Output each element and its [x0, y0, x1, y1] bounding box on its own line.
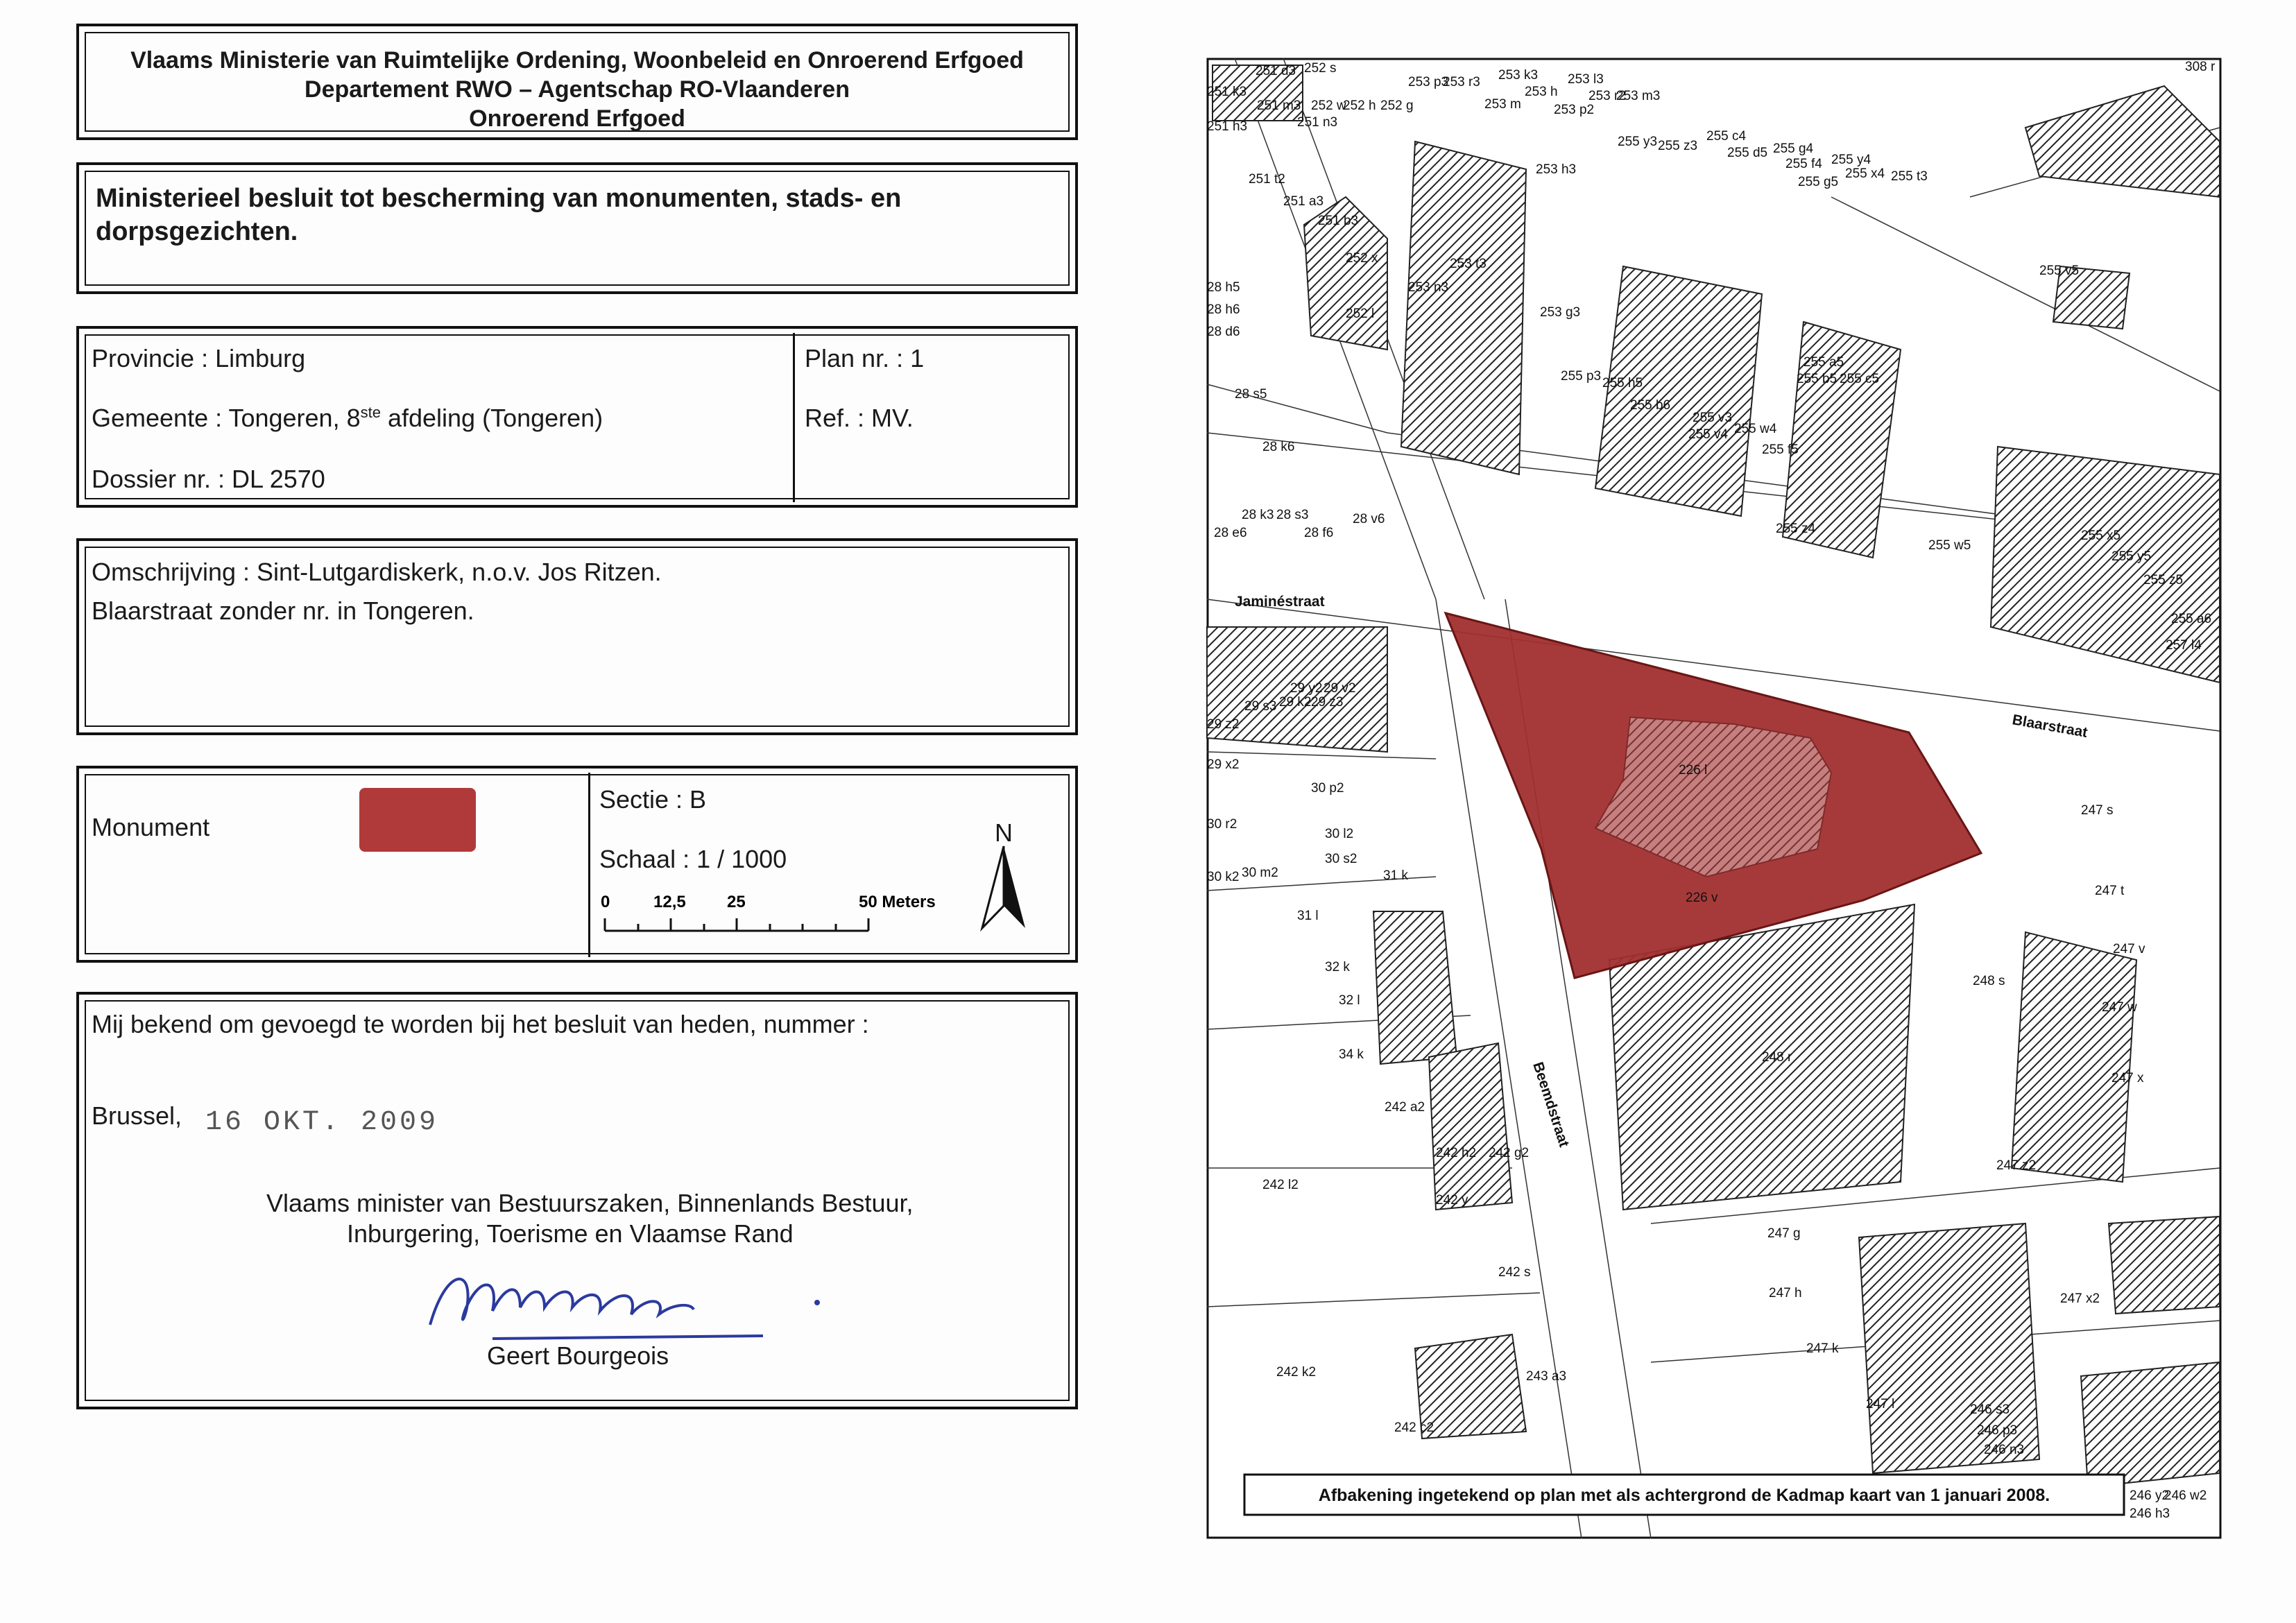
parcel-label: 242 k2: [1276, 1365, 1317, 1380]
parcel-label: 251 t2: [1249, 172, 1285, 187]
parcel-label: 246 w2: [2164, 1488, 2207, 1503]
ministry-header-box: [76, 24, 1078, 140]
parcel-label: 247 w: [2102, 1000, 2137, 1015]
parcel-label: 28 h6: [1207, 302, 1240, 317]
parcel-label: 255 z3: [1658, 139, 1698, 153]
parcel-label: 28 v6: [1353, 512, 1385, 526]
provincie-field: Provincie : Limburg: [92, 344, 306, 372]
parcel-label: 31 k: [1383, 868, 1408, 883]
parcel-label: 28 h5: [1207, 280, 1240, 295]
parcel-label: 29 x2: [1207, 757, 1240, 772]
parcel-label: 255 a5: [1804, 355, 1844, 370]
parcel-label: 255 f5: [1762, 443, 1799, 457]
parcel-label: 255 a6: [2171, 612, 2212, 626]
map-caption: Afbakening ingetekend op plan met als achtergrond de Kadmap kaart van 1 januari 2008.: [1318, 1486, 2050, 1505]
parcel-label: 248 r: [1762, 1050, 1792, 1065]
parcel-label: 30 l2: [1325, 827, 1354, 841]
parcel-label: 28 k3: [1242, 508, 1274, 522]
parcel-label: 242 l2: [1262, 1178, 1299, 1192]
parcel-label: 242 y: [1436, 1193, 1468, 1208]
parcel-label: 308 r: [2185, 60, 2216, 74]
parcel-label: 253 m3: [1616, 89, 1661, 103]
parcel-label: 242 a2: [1385, 1100, 1425, 1115]
parcel-label: 253 n3: [1408, 280, 1449, 295]
parcel-label: 34 k: [1339, 1047, 1364, 1062]
parcel-label: 252 l: [1346, 307, 1375, 321]
north-arrow: [979, 818, 1028, 929]
parcel-label: 255 v4: [1688, 427, 1729, 442]
plan-number-field: Plan nr. : 1: [805, 344, 925, 372]
parcel-label: 252 s: [1304, 61, 1337, 76]
parcel-label: 253 g3: [1540, 305, 1581, 320]
parcel-label: 251 a3: [1283, 194, 1324, 209]
parcel-label: 28 d6: [1207, 325, 1240, 339]
minister-title-line1: Vlaams minister van Bestuurszaken, Binnenlands Bestuur,: [266, 1189, 914, 1217]
parcel-label: 226 v: [1686, 891, 1718, 905]
parcel-label: 251 d3: [1256, 64, 1296, 78]
parcel-label: 28 s5: [1235, 387, 1267, 402]
cadastral-map: [1207, 58, 2221, 1538]
parcel-label: 255 h5: [1602, 376, 1643, 390]
parcel-label: 253 p3: [1408, 75, 1449, 89]
north-label: N: [995, 818, 1013, 847]
parcel-label: 246 y2: [2130, 1488, 2170, 1503]
parcel-label: 246 n3: [1984, 1443, 2025, 1457]
parcel-label: 247 k: [1806, 1341, 1839, 1356]
parcel-label: 242 c2: [1394, 1420, 1434, 1435]
parcel-label: 29 k2: [1279, 695, 1312, 710]
north-arrow-icon: [979, 846, 1028, 929]
parcel-label: 255 y3: [1618, 135, 1658, 149]
parcel-label: 30 k2: [1207, 870, 1240, 884]
parcel-label: 251 h3: [1207, 119, 1248, 134]
parcel-label: 252 h: [1343, 98, 1376, 113]
gemeente-field: Gemeente : Tongeren, 8ste afdeling (Tongeren): [92, 404, 603, 432]
parcel-label: 253 p2: [1554, 103, 1595, 117]
parcel-label: 32 l: [1339, 993, 1360, 1008]
parcel-label: 247 z2: [1996, 1158, 2037, 1173]
scale-tick-50: 50 Meters: [859, 893, 936, 911]
legend-box: [76, 766, 1078, 963]
place-label: Brussel,: [92, 1101, 182, 1130]
parcel-label: 255 p3: [1561, 369, 1602, 384]
parcel-label: 246 h3: [2130, 1506, 2170, 1521]
parcel-label: 255 c4: [1706, 129, 1747, 144]
parcel-label: 251 m3: [1257, 98, 1301, 113]
parcel-label: 242 g2: [1489, 1146, 1530, 1160]
agency-name: Onroerend Erfgoed: [469, 105, 685, 132]
parcel-label: 247 l: [1866, 1397, 1895, 1411]
parcel-label: 255 x5: [2081, 529, 2121, 543]
parcel-label: 247 g: [1767, 1226, 1801, 1241]
parcel-label: 253 r2: [1588, 89, 1626, 103]
scale-tick-0: 0: [601, 893, 610, 911]
scale-bar: [597, 888, 936, 943]
parcel-label: 31 l: [1297, 909, 1319, 923]
parcel-label: 252 w: [1311, 98, 1346, 113]
parcel-label: 255 z5: [2143, 573, 2184, 587]
sectie-field: Sectie : B: [599, 785, 707, 814]
parcel-label: 253 k3: [1498, 68, 1539, 83]
parcel-label: 29 v2: [1323, 681, 1356, 696]
parcel-label: 255 t3: [1891, 169, 1928, 184]
parcel-label: 251 n3: [1297, 115, 1338, 130]
parcel-label: 255 v5: [2039, 264, 2080, 278]
parcel-label: 251 k3: [1207, 85, 1247, 99]
reference-field: Ref. : MV.: [805, 404, 914, 432]
parcel-label: 255 c5: [1840, 372, 1880, 386]
parcel-label: 253 l3: [1568, 72, 1604, 87]
parcel-label: 28 s3: [1276, 508, 1309, 522]
parcel-label: 246 p3: [1977, 1423, 2018, 1438]
parcel-label: 29 s3: [1244, 699, 1277, 714]
parcel-label: 243 a3: [1526, 1369, 1567, 1384]
description-line1: Omschrijving : Sint-Lutgardiskerk, n.o.v. Jos Ritzen.: [92, 558, 662, 586]
street-blaarstraat: Blaarstraat: [2011, 712, 2089, 741]
parcel-label: 253 t3: [1450, 257, 1487, 271]
parcel-label: 242 s: [1498, 1265, 1531, 1280]
parcel-label: 255 x4: [1845, 166, 1885, 181]
department-name: Departement RWO – Agentschap RO-Vlaanderen: [305, 76, 850, 103]
parcel-label: 255 b6: [1630, 398, 1671, 413]
parcel-label: 255 g5: [1798, 175, 1839, 189]
monument-legend-label: Monument: [92, 813, 210, 841]
parcel-label: 248 s: [1973, 974, 2005, 988]
monument-color-swatch: [359, 788, 476, 852]
parcel-label: 253 r3: [1443, 75, 1480, 89]
parcel-label: 30 p2: [1311, 781, 1344, 796]
parcel-label: 32 k: [1325, 960, 1350, 974]
parcel-label: 252 x: [1346, 251, 1378, 266]
parcel-label: 253 h3: [1536, 162, 1577, 177]
parcel-label: 255 y5: [2111, 549, 2152, 564]
parcel-label: 29 z2: [1207, 717, 1240, 732]
parcel-label: 246 s3: [1970, 1402, 2010, 1417]
parcel-label: 255 g4: [1773, 141, 1814, 156]
street-beemdstraat: Beemdstraat: [1530, 1060, 1573, 1149]
cadastral-map-svg: [1207, 58, 2221, 1538]
parcel-label: 255 y4: [1831, 153, 1871, 167]
minister-name: Geert Bourgeois: [487, 1341, 669, 1370]
minister-title-line2: Inburgering, Toerisme en Vlaamse Rand: [347, 1219, 794, 1248]
parcel-label: 255 f4: [1785, 157, 1822, 171]
parcel-label: 28 f6: [1304, 526, 1334, 540]
street-jaminestraat: Jaminéstraat: [1235, 594, 1325, 610]
dossier-field: Dossier nr. : DL 2570: [92, 465, 325, 493]
parcel-label: 255 w4: [1734, 422, 1777, 436]
decree-title-line1: Ministerieel besluit tot bescherming van monumenten, stads- en: [96, 184, 902, 213]
parcel-label: 30 m2: [1242, 866, 1278, 880]
parcel-label: 247 x2: [2060, 1291, 2100, 1306]
ministry-name: Vlaams Ministerie van Ruimtelijke Ordening, Woonbeleid en Onroerend Erfgoed: [130, 47, 1024, 74]
annex-statement: Mij bekend om gevoegd te worden bij het besluit van heden, nummer :: [92, 1010, 869, 1038]
parcel-label: 28 e6: [1214, 526, 1247, 540]
handwritten-signature: [416, 1248, 832, 1346]
parcel-label: 257 l4: [2166, 638, 2202, 653]
parcel-label: 253 m: [1484, 97, 1521, 112]
decree-title-line2: dorpsgezichten.: [96, 217, 298, 246]
parcel-label: 29 y2: [1290, 681, 1323, 696]
decree-title-box: [76, 162, 1078, 294]
parcel-label: 247 t: [2095, 884, 2125, 898]
scale-tick-12-5: 12,5: [653, 893, 686, 911]
parcel-label: 247 x: [2111, 1071, 2144, 1085]
parcel-label: 28 k6: [1262, 440, 1295, 454]
parcel-label: 252 g: [1380, 98, 1414, 113]
parcel-label: 29 z3: [1311, 695, 1344, 710]
scale-tick-25: 25: [727, 893, 746, 911]
parcel-label: 30 s2: [1325, 852, 1357, 866]
parcel-label: 251 b3: [1318, 214, 1359, 228]
parcel-label: 255 b5: [1797, 372, 1837, 386]
parcel-label: 242 h2: [1436, 1146, 1477, 1160]
parcel-label: 247 h: [1769, 1286, 1802, 1300]
parcel-label: 255 d5: [1727, 146, 1768, 160]
parcel-label: 255 w5: [1928, 538, 1971, 553]
parcel-label: 247 v: [2113, 942, 2145, 956]
date-stamp: 16 OKT. 2009: [205, 1107, 439, 1138]
parcel-label: 253 h: [1525, 85, 1558, 99]
parcel-label: 30 r2: [1207, 817, 1237, 832]
parcel-label: 226 l: [1679, 763, 1708, 778]
description-line2: Blaarstraat zonder nr. in Tongeren.: [92, 596, 474, 625]
parcel-label: 255 v3: [1693, 411, 1733, 425]
schaal-field: Schaal : 1 / 1000: [599, 845, 787, 873]
parcel-label: 255 z4: [1776, 522, 1816, 536]
parcel-label: 247 s: [2081, 803, 2114, 818]
